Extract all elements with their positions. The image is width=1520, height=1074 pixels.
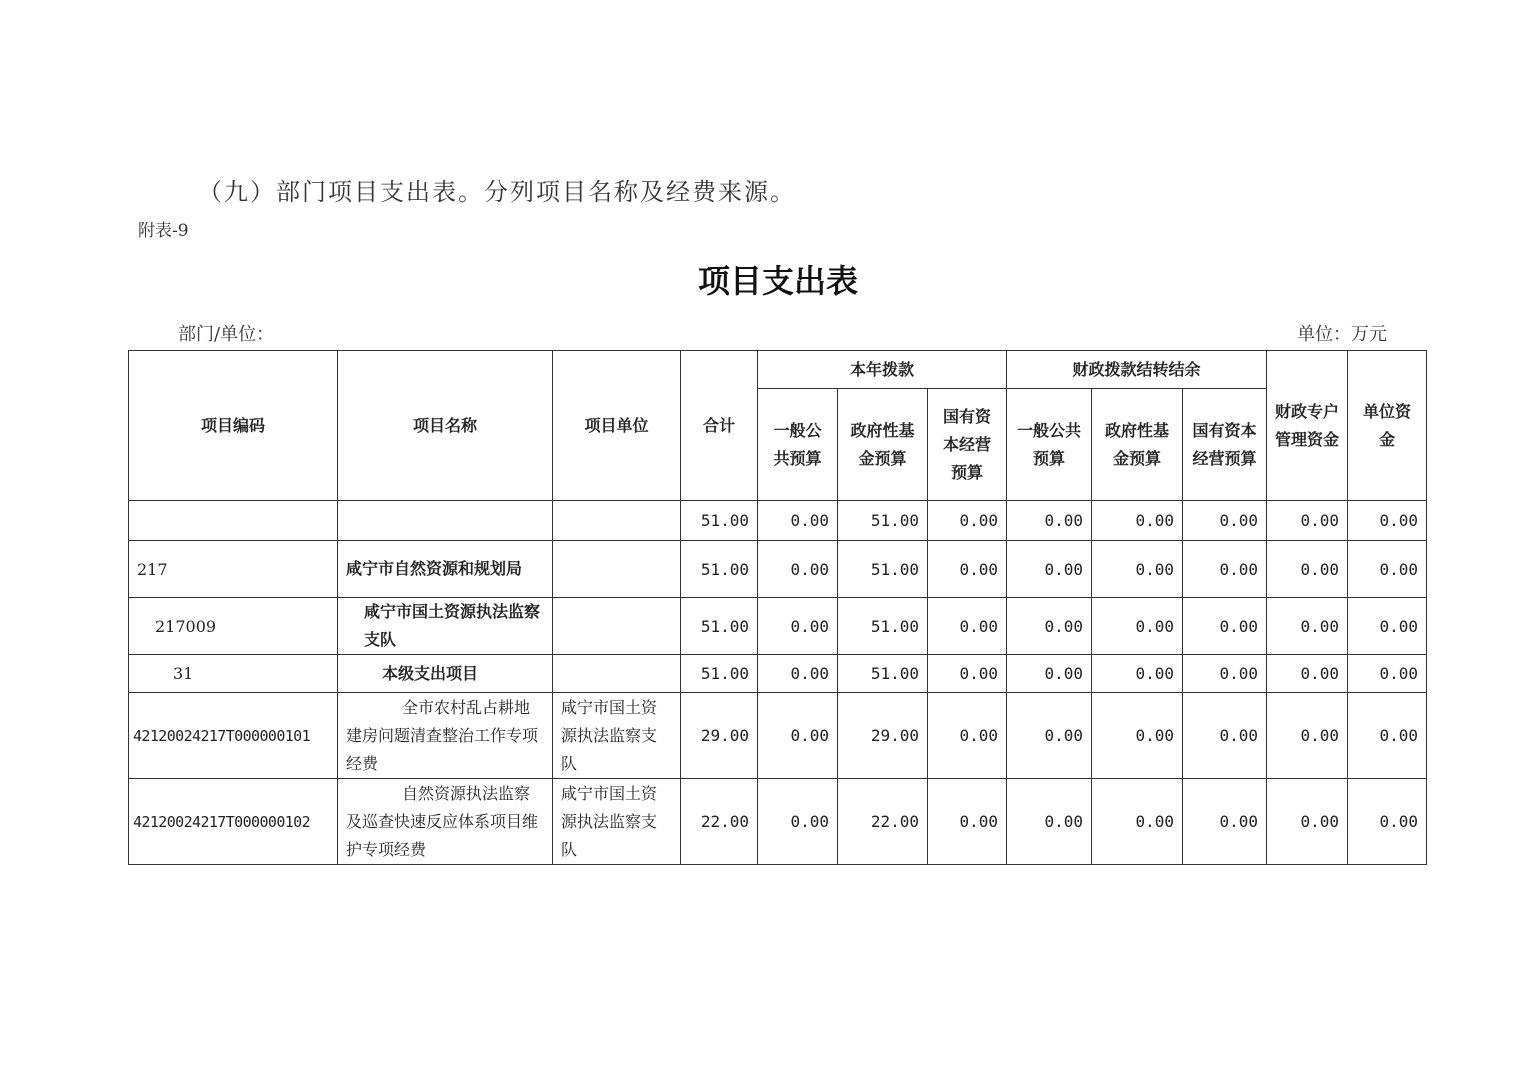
col-header-general-public-1: 一般公共预算: [758, 389, 838, 501]
cell-state-capital-1: 0.00: [928, 541, 1007, 598]
table-row: [129, 779, 1427, 865]
cell-general-public-2: 0.00: [1007, 501, 1092, 541]
cell-general-public-1: 0.00: [758, 655, 838, 693]
row-name: 咸宁市国土资源执法监察支队: [338, 598, 553, 655]
col-header-gov-fund-2: 政府性基金预算: [1092, 389, 1183, 501]
unit-label: 单位：万元: [1297, 324, 1387, 345]
col-header-state-capital-1: 国有资本经营预算: [928, 389, 1007, 501]
section-heading: （九）部门项目支出表。分列项目名称及经费来源。: [198, 178, 796, 206]
row-name: 全市农村乱占耕地建房问题清查整治工作专项经费: [338, 693, 553, 779]
cell-general-public-1: 0.00: [758, 693, 838, 779]
cell-total: 29.00: [681, 693, 758, 779]
cell-state-capital-1: 0.00: [928, 501, 1007, 541]
cell-state-capital-2: 0.00: [1183, 501, 1267, 541]
cell-special-fund: 0.00: [1267, 779, 1348, 865]
cell-state-capital-2: 0.00: [1183, 598, 1267, 655]
row-code: 217: [129, 541, 338, 598]
col-header-current-year: 本年拨款: [758, 351, 1007, 389]
col-header-unit: 项目单位: [553, 351, 681, 501]
row-unit: [553, 598, 681, 655]
cell-unit-fund: 0.00: [1348, 693, 1427, 779]
cell-general-public-2: 0.00: [1007, 598, 1092, 655]
cell-general-public-1: 0.00: [758, 598, 838, 655]
project-expenditure-table: [128, 350, 1427, 865]
cell-unit-fund: 0.00: [1348, 598, 1427, 655]
header-row-1: [129, 351, 1427, 389]
cell-special-fund: 0.00: [1267, 598, 1348, 655]
table-row: [129, 598, 1427, 655]
row-code: [129, 501, 338, 541]
cell-unit-fund: 0.00: [1348, 501, 1427, 541]
col-header-code: 项目编码: [129, 351, 338, 501]
cell-general-public-1: 0.00: [758, 541, 838, 598]
attachment-label: 附表-9: [138, 221, 189, 241]
cell-state-capital-1: 0.00: [928, 693, 1007, 779]
cell-special-fund: 0.00: [1267, 501, 1348, 541]
cell-special-fund: 0.00: [1267, 693, 1348, 779]
row-name: 本级支出项目: [338, 655, 553, 693]
cell-general-public-2: 0.00: [1007, 541, 1092, 598]
cell-gov-fund-1: 51.00: [838, 501, 928, 541]
cell-unit-fund: 0.00: [1348, 779, 1427, 865]
row-unit: 咸宁市国土资源执法监察支队: [553, 779, 681, 865]
cell-state-capital-1: 0.00: [928, 655, 1007, 693]
col-header-name: 项目名称: [338, 351, 553, 501]
cell-general-public-2: 0.00: [1007, 693, 1092, 779]
cell-gov-fund-1: 29.00: [838, 693, 928, 779]
cell-gov-fund-1: 51.00: [838, 655, 928, 693]
cell-state-capital-2: 0.00: [1183, 655, 1267, 693]
cell-gov-fund-1: 22.00: [838, 779, 928, 865]
table-row-total: [129, 501, 1427, 541]
cell-state-capital-1: 0.00: [928, 779, 1007, 865]
row-code: 42120024217T000000102: [129, 779, 338, 865]
cell-total: 51.00: [681, 598, 758, 655]
cell-gov-fund-2: 0.00: [1092, 541, 1183, 598]
col-header-unit-fund: 单位资金: [1348, 351, 1427, 501]
row-name: 自然资源执法监察及巡查快速反应体系项目维护专项经费: [338, 779, 553, 865]
cell-state-capital-2: 0.00: [1183, 541, 1267, 598]
dept-label: 部门/单位：: [178, 324, 275, 345]
row-code: 31: [129, 655, 338, 693]
cell-gov-fund-2: 0.00: [1092, 501, 1183, 541]
cell-unit-fund: 0.00: [1348, 541, 1427, 598]
cell-gov-fund-2: 0.00: [1092, 655, 1183, 693]
cell-general-public-1: 0.00: [758, 779, 838, 865]
row-code: 42120024217T000000101: [129, 693, 338, 779]
cell-general-public-2: 0.00: [1007, 779, 1092, 865]
col-header-gov-fund-1: 政府性基金预算: [838, 389, 928, 501]
cell-total: 51.00: [681, 655, 758, 693]
table-row: [129, 693, 1427, 779]
cell-special-fund: 0.00: [1267, 655, 1348, 693]
row-name: 咸宁市自然资源和规划局: [338, 541, 553, 598]
cell-state-capital-2: 0.00: [1183, 693, 1267, 779]
row-unit: [553, 655, 681, 693]
table-row: [129, 655, 1427, 693]
col-header-total: 合计: [681, 351, 758, 501]
cell-general-public-2: 0.00: [1007, 655, 1092, 693]
col-header-carryover: 财政拨款结转结余: [1007, 351, 1267, 389]
cell-total: 22.00: [681, 779, 758, 865]
row-unit: [553, 501, 681, 541]
cell-unit-fund: 0.00: [1348, 655, 1427, 693]
cell-gov-fund-2: 0.00: [1092, 693, 1183, 779]
cell-gov-fund-2: 0.00: [1092, 779, 1183, 865]
cell-state-capital-1: 0.00: [928, 598, 1007, 655]
cell-general-public-1: 0.00: [758, 501, 838, 541]
cell-gov-fund-2: 0.00: [1092, 598, 1183, 655]
cell-total: 51.00: [681, 541, 758, 598]
cell-state-capital-2: 0.00: [1183, 779, 1267, 865]
col-header-state-capital-2: 国有资本经营预算: [1183, 389, 1267, 501]
cell-special-fund: 0.00: [1267, 541, 1348, 598]
col-header-general-public-2: 一般公共预算: [1007, 389, 1092, 501]
col-header-special-fund: 财政专户管理资金: [1267, 351, 1348, 501]
cell-gov-fund-1: 51.00: [838, 541, 928, 598]
row-unit: 咸宁市国土资源执法监察支队: [553, 693, 681, 779]
row-name: [338, 501, 553, 541]
table-row: [129, 541, 1427, 598]
cell-total: 51.00: [681, 501, 758, 541]
page-title: 项目支出表: [697, 262, 858, 300]
cell-gov-fund-1: 51.00: [838, 598, 928, 655]
row-unit: [553, 541, 681, 598]
row-code: 217009: [129, 598, 338, 655]
